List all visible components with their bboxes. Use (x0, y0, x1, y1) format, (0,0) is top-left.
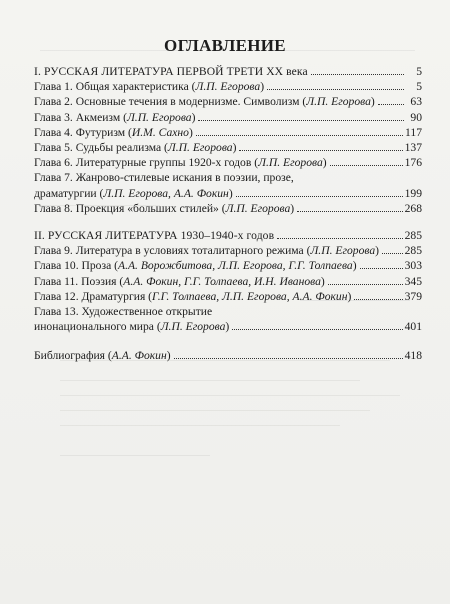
toc-page-number: 137 (404, 141, 422, 155)
toc-page-number: 379 (404, 289, 422, 303)
toc-page-number: 176 (404, 156, 422, 170)
toc-entry-chapter-6[interactable]: Глава 6. Литературные группы 1920-х годов (Л.П. Егорова) 176 (34, 156, 422, 170)
chapter-author: Л.П. Егорова (160, 320, 226, 334)
toc-page-number: 345 (404, 274, 422, 288)
toc-entry-part-1[interactable] (34, 64, 422, 79)
dot-leader (198, 120, 404, 121)
dot-leader (311, 74, 404, 75)
toc-entry-chapter-4[interactable]: Глава 4. Футуризм (И.М. Сахно) 117 (34, 125, 422, 139)
toc-page-number: 285 (404, 229, 422, 243)
toc-entry-part-2[interactable] (34, 228, 422, 243)
toc-entry-title: II. РУССКАЯ ЛИТЕРАТУРА 1930–1940-х годов (34, 229, 275, 243)
toc-page-number: 418 (404, 349, 422, 363)
section-gap (34, 334, 422, 348)
toc-entry-chapter-12[interactable]: Глава 12. Драматургия (Г.Г. Толпаева, Л.П. Егорова, А.А. Фокин) 379 (34, 289, 422, 303)
chapter-author: Л.П. Егорова (306, 95, 371, 109)
toc-page-number: 303 (404, 259, 422, 273)
toc-page-number: 90 (410, 110, 422, 124)
section-gap (34, 216, 422, 228)
toc-page-number: 285 (404, 244, 422, 258)
toc-page-number: 63 (410, 95, 422, 109)
toc-entry-chapter-7[interactable]: Глава 7. Жанрово-стилевые искания в поэзии, прозе, драматургии (Л.П. Егорова, А.А. Фокин) 199 (34, 171, 422, 200)
toc-page-number: 401 (404, 320, 422, 334)
dot-leader (354, 299, 402, 300)
toc-page-number: 117 (405, 125, 422, 139)
dot-leader (196, 135, 403, 136)
chapter-author: Л.П. Егорова (310, 244, 376, 258)
dot-leader (297, 211, 402, 212)
dot-leader (378, 104, 404, 105)
chapter-author: А.А. Фокин, Г.Г. Толпаева, И.Н. Иванова (123, 274, 321, 288)
dot-leader (328, 284, 403, 285)
toc-entry-chapter-9[interactable]: Глава 9. Литература в условиях тоталитарного режима (Л.П. Егорова) 285 (34, 244, 422, 258)
toc-page-number: 5 (416, 65, 422, 78)
toc-entry-chapter-13[interactable]: Глава 13. Художественное открытие инонационального мира (Л.П. Егорова) 401 (34, 305, 422, 334)
dot-leader (236, 196, 403, 197)
toc-entry-title-line: Глава 7. Жанрово-стилевые искания в поэзии, прозе, (34, 171, 294, 185)
toc-entry-title: I. РУССКАЯ ЛИТЕРАТУРА ПЕРВОЙ ТРЕТИ XX века (34, 65, 308, 78)
dot-leader (277, 238, 402, 239)
chapter-author: Л.П. Егорова (258, 156, 323, 170)
toc-entry-chapter-8[interactable]: Глава 8. Проекция «больших стилей» (Л.П. Егорова) 268 (34, 201, 422, 215)
toc-entry-chapter-10[interactable]: Глава 10. Проза (А.А. Ворожбитова, Л.П. Егорова, Г.Г. Толпаева) 303 (34, 259, 422, 273)
chapter-author: А.А. Фокин (111, 349, 167, 363)
dot-leader (382, 253, 403, 254)
toc-page-number: 5 (416, 80, 422, 94)
dot-leader (360, 268, 403, 269)
toc-entry-chapter-11[interactable]: Глава 11. Поэзия (А.А. Фокин, Г.Г. Толпаева, И.Н. Иванова) 345 (34, 274, 422, 288)
dot-leader (174, 358, 403, 359)
dot-leader (267, 89, 404, 90)
toc-page-number: 199 (404, 186, 422, 200)
chapter-author: Г.Г. Толпаева, Л.П. Егорова, А.А. Фокин (152, 289, 348, 303)
chapter-author: Л.П. Егорова (225, 201, 291, 215)
dot-leader (330, 165, 403, 166)
toc-entry-chapter-5[interactable]: Глава 5. Судьбы реализма (Л.П. Егорова) 137 (34, 141, 422, 155)
toc-entry-title-line: Глава 13. Художественное открытие (34, 305, 213, 319)
dot-leader (232, 329, 402, 330)
table-of-contents (34, 64, 422, 364)
toc-entry-chapter-3[interactable]: Глава 3. Акмеизм (Л.П. Егорова) 90 (34, 110, 422, 124)
chapter-author: Л.П. Егорова, А.А. Фокин (103, 186, 229, 200)
toc-entry-bibliography[interactable]: Библиография (А.А. Фокин) 418 (34, 349, 422, 363)
dot-leader (239, 150, 402, 151)
toc-entry-chapter-1[interactable]: Глава 1. Общая характеристика (Л.П. Егорова) 5 (34, 80, 422, 94)
toc-entry-chapter-2[interactable]: Глава 2. Основные течения в модернизме. Символизм (Л.П. Егорова) 63 (34, 95, 422, 109)
chapter-author: И.М. Сахно (131, 125, 189, 139)
chapter-author: Л.П. Егорова (167, 141, 233, 155)
chapter-author: Л.П. Егорова (126, 110, 192, 124)
chapter-author: А.А. Ворожбитова, Л.П. Егорова, Г.Г. Толпаева (117, 259, 353, 273)
toc-page-number: 268 (404, 201, 422, 215)
chapter-author: Л.П. Егорова (195, 80, 261, 94)
toc-heading: ОГЛАВЛЕНИЕ (164, 36, 286, 55)
